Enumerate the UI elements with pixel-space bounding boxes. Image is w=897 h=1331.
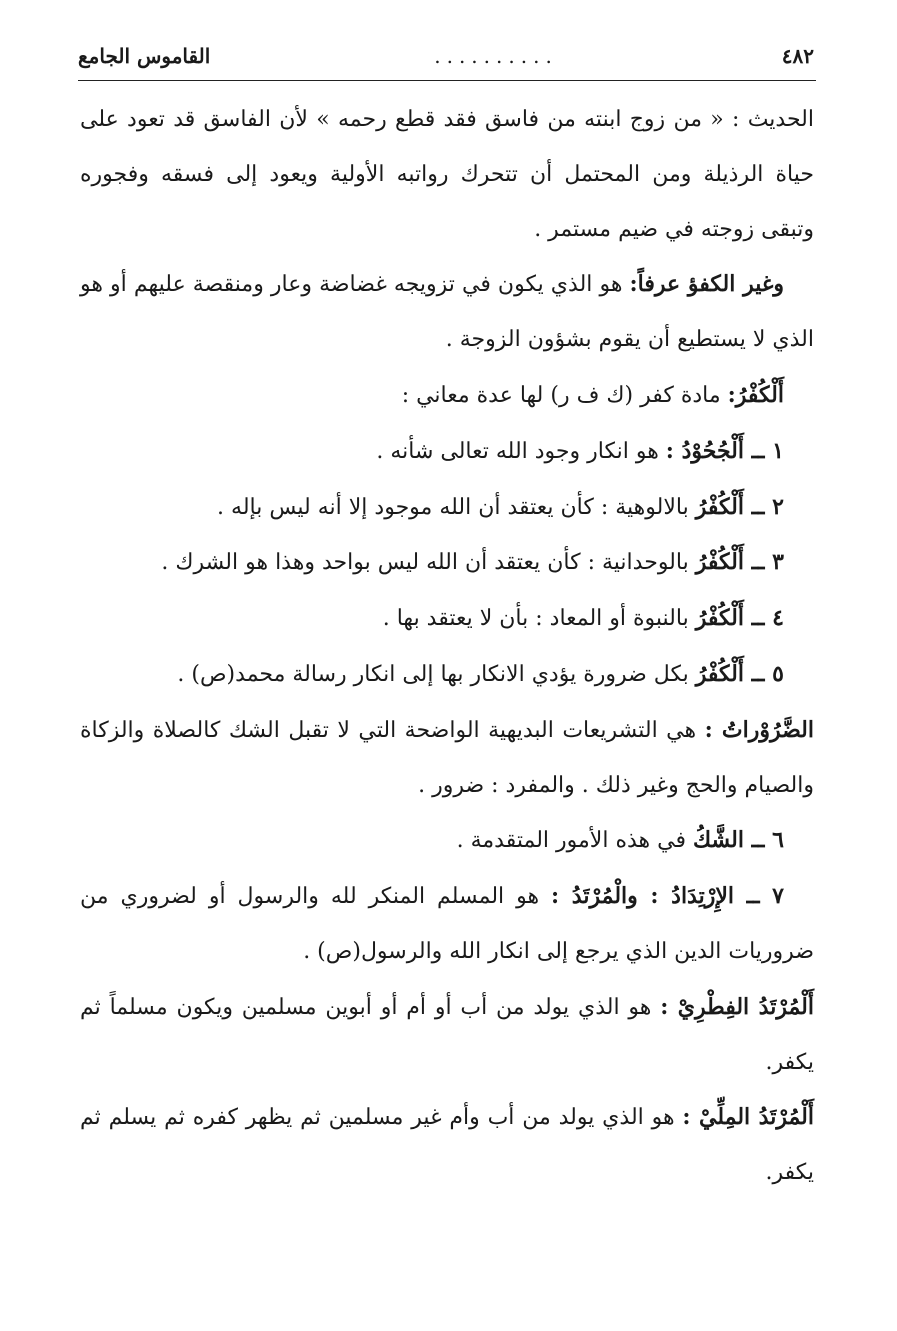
- definition: هي التشريعات البديهية الواضحة التي لا تقبل الشك كالصلاة والزكاة والصيام والحج وغير ذلك . والمفرد : ضرور .: [80, 717, 814, 798]
- book-title: القاموس الجامع: [78, 44, 211, 68]
- term: ١ ــ أَلْجُحُوْدُ :: [665, 437, 784, 464]
- entry-ghayr-kuf: [80, 257, 814, 368]
- dictionary-body: [80, 92, 814, 1201]
- definition: بالوحدانية : كأن يعتقد أن الله ليس بواحد وهذا هو الشرك .: [161, 550, 696, 576]
- term: أَلْمُرْتَدُ المِلِّيْ :: [682, 1104, 815, 1131]
- term: أَلْكُفْرُ:: [727, 381, 784, 408]
- entry-murtad-fitri: [80, 980, 814, 1091]
- definition: هو الذي يولد من أب أو أم أو أبوين مسلمين ويكون مسلماً ثم يكفر.: [80, 994, 814, 1075]
- entry-juhud: [80, 424, 814, 480]
- definition: في هذه الأمور المتقدمة .: [456, 828, 693, 854]
- definition: الحديث : « من زوج ابنته من فاسق فقد قطع رحمه » لأن الفاسق قد تعود على حياة الرذيلة ومن المحتمل أن تتحرك رواتبه الأولية ويعود إلى فسقه وفجوره وتبقى زوجته في ضيم مستمر .: [80, 107, 814, 242]
- term: وغير الكفؤ عرفاً:: [629, 271, 784, 298]
- entry-kufr: [80, 368, 814, 424]
- paragraph-hadith: [80, 92, 814, 257]
- term: ٧ ــ الإِرْتِدَادُ : والْمُرْتَدُ :: [551, 883, 784, 910]
- entry-shakk: [80, 813, 814, 869]
- definition: هو المسلم المنكر لله والرسول أو لضروري من ضروريات الدين الذي يرجع إلى انكار الله والرسول(ص) .: [80, 884, 814, 964]
- term: ٥ ــ أَلْكُفْرُ: [695, 660, 784, 687]
- entry-kufr-darura: [80, 647, 814, 703]
- running-header: [78, 36, 814, 76]
- page-number: ٤٨٢: [781, 44, 814, 68]
- header-rule: [78, 80, 816, 81]
- definition: مادة كفر (ك ف ر) لها عدة معاني :: [401, 382, 728, 408]
- definition: هو انكار وجود الله تعالى شأنه .: [376, 438, 666, 464]
- definition: بالنبوة أو المعاد : بأن لا يعتقد بها .: [382, 606, 696, 632]
- header-dot-leader: ..........: [434, 44, 558, 68]
- entry-kufr-uluhiya: [80, 480, 814, 536]
- term: ٤ ــ أَلْكُفْرُ: [695, 605, 784, 632]
- definition: بكل ضرورة يؤدي الانكار بها إلى انكار رسالة محمد(ص) .: [177, 661, 696, 687]
- term: أَلْمُرْتَدُ الفِطْرِيْ :: [660, 993, 814, 1020]
- term: ٦ ــ الشَّكُ: [692, 827, 784, 854]
- entry-murtad-milli: [80, 1090, 814, 1201]
- definition: بالالوهية : كأن يعتقد أن الله موجود إلا أنه ليس بإله .: [217, 494, 696, 520]
- term: ٢ ــ أَلْكُفْرُ: [695, 493, 784, 520]
- entry-kufr-nubuwwa: [80, 591, 814, 647]
- entry-irtidad: [80, 869, 814, 980]
- entry-kufr-wahdaniya: [80, 535, 814, 591]
- term: الضَّرُوْراتُ :: [704, 716, 814, 743]
- entry-darurat: [80, 703, 814, 814]
- term: ٣ ــ أَلْكُفْرُ: [695, 549, 784, 576]
- definition: هو الذي يكون في تزويجه غضاضة وعار ومنقصة عليهم أو هو الذي لا يستطيع أن يقوم بشؤون الزوجة .: [80, 272, 814, 353]
- definition: هو الذي يولد من أب وأم غير مسلمين ثم يظهر كفره ثم يسلم ثم يكفر.: [80, 1105, 814, 1186]
